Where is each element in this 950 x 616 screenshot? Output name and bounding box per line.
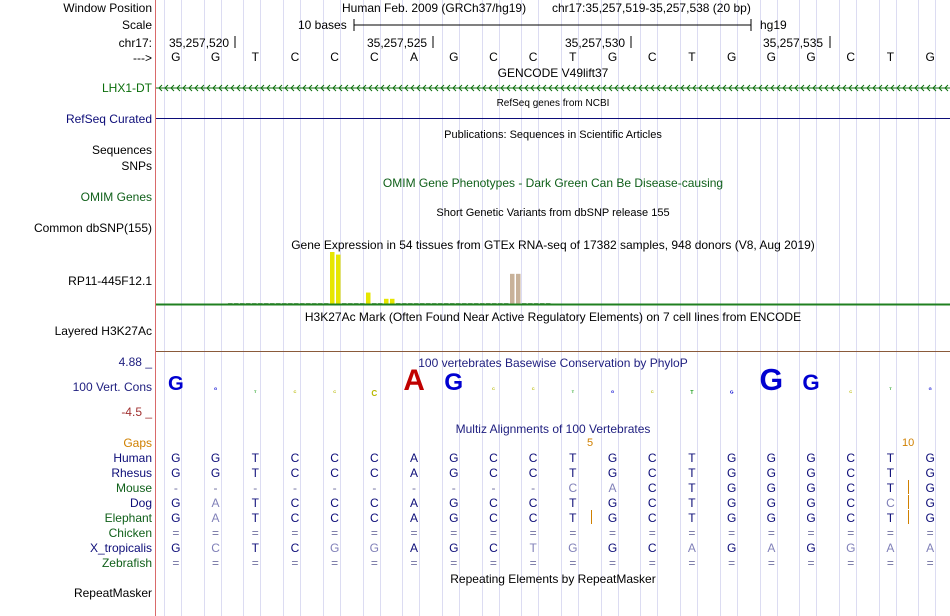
alignment-base: G: [171, 541, 181, 555]
alignment-base: G: [449, 466, 459, 480]
alignment-base: C: [846, 451, 856, 465]
track-label-lhx1-dt[interactable]: LHX1-DT: [101, 81, 152, 95]
alignment-base: G: [329, 541, 340, 555]
alignment-base: C: [846, 511, 856, 525]
alignment-base: G: [726, 481, 737, 495]
alignment-base: =: [291, 556, 299, 570]
alignment-base: A: [410, 496, 419, 510]
alignment-base: =: [847, 526, 855, 540]
sequence-base: T: [886, 50, 895, 64]
alignment-base: G: [449, 541, 459, 555]
sequence-base: G: [171, 50, 181, 64]
alignment-base: C: [290, 541, 300, 555]
alignment-base: =: [450, 556, 458, 570]
alignment-base: =: [767, 526, 775, 540]
alignment-base: =: [886, 526, 894, 540]
alignment-base: A: [211, 511, 220, 525]
alignment-base: -: [253, 481, 258, 495]
species-label[interactable]: Rhesus: [111, 466, 152, 480]
gtex-tissue-bar: [330, 252, 335, 304]
alignment-base: -: [491, 481, 496, 495]
alignment-base: T: [251, 451, 259, 465]
sequence-base: G: [210, 50, 221, 64]
coord-tick: 35,257,535: [763, 36, 824, 50]
alignment-base: C: [846, 481, 856, 495]
sequence-base: C: [330, 50, 339, 64]
conservation-letter: T: [690, 390, 694, 397]
alignment-base: C: [290, 466, 300, 480]
alignment-base: =: [529, 526, 537, 540]
alignment-base: =: [212, 526, 220, 540]
alignment-base: C: [647, 496, 657, 510]
alignment-base: T: [251, 541, 259, 555]
sequence-base: C: [647, 50, 657, 64]
alignment-base: =: [291, 526, 299, 540]
conservation-letter: A: [403, 366, 425, 397]
gap-markers: [156, 470, 950, 530]
alignment-base: =: [529, 556, 537, 570]
alignment-base: A: [886, 541, 895, 555]
track-label-100-vert-cons[interactable]: 100 Vert. Cons: [72, 380, 152, 394]
track-label-h3k27ac[interactable]: Layered H3K27Ac: [54, 324, 152, 338]
alignment-base: C: [647, 466, 657, 480]
sequence-base: C: [370, 50, 379, 64]
alignment-base: C: [489, 541, 498, 555]
alignment-base: =: [767, 556, 775, 570]
alignment-base: T: [688, 466, 696, 480]
gaps-label: Gaps: [123, 436, 152, 450]
alignment-base: T: [569, 496, 577, 510]
alignment-base: T: [886, 481, 895, 495]
alignment-base: =: [410, 556, 418, 570]
alignment-base: G: [925, 511, 935, 525]
alignment-base: A: [767, 541, 776, 555]
conservation-letter: C: [293, 389, 297, 394]
alignment-base: C: [290, 451, 300, 465]
alignment-base: G: [171, 466, 181, 480]
alignment-base: =: [807, 526, 815, 540]
alignment-base: T: [688, 496, 696, 510]
conservation-letter: C: [492, 386, 495, 391]
gtex-tissue-bar: [384, 299, 389, 304]
alignment-base: -: [213, 481, 218, 495]
alignment-base: G: [171, 511, 181, 525]
alignment-base: G: [806, 496, 816, 510]
sequence-base: G: [806, 50, 816, 64]
alignment-base: G: [607, 541, 618, 555]
track-label-repeatmasker[interactable]: RepeatMasker: [73, 586, 152, 600]
sequence-base: C: [290, 50, 300, 64]
position-readout: chr17:35,257,519-35,257,538 (20 bp): [552, 1, 751, 15]
track-title-publications: Publications: Sequences in Scientific Articles: [444, 129, 662, 141]
alignment-base: C: [568, 481, 578, 495]
conservation-letter: G: [167, 373, 184, 395]
gtex-expression-chart[interactable]: [156, 252, 950, 307]
alignment-base: A: [926, 541, 935, 555]
coord-tick: 35,257,530: [565, 36, 626, 50]
alignment-base: A: [410, 466, 419, 480]
track-label-common-dbsnp[interactable]: Common dbSNP(155): [33, 221, 152, 235]
sequence-base: G: [726, 50, 737, 64]
alignment-base: G: [766, 496, 777, 510]
coord-tick: 35,257,520: [169, 36, 230, 50]
alignment-base: =: [688, 556, 696, 570]
alignment-base: G: [925, 451, 935, 465]
alignment-base: G: [806, 451, 816, 465]
alignment-base: G: [449, 451, 459, 465]
alignment-base: G: [925, 466, 935, 480]
conservation-letter: T: [571, 389, 575, 395]
alignment-base: C: [846, 466, 856, 480]
alignment-base: G: [726, 451, 737, 465]
sequence-base: G: [766, 50, 777, 64]
alignment-base: =: [926, 556, 934, 570]
gap-tick-10: 10: [902, 437, 915, 449]
alignment-base: =: [172, 526, 180, 540]
gtex-tissue-bar: [516, 274, 521, 304]
alignment-base: =: [410, 526, 418, 540]
alignment-base: =: [807, 556, 815, 570]
alignment-base: C: [647, 541, 657, 555]
refseq-line[interactable]: [156, 117, 950, 121]
track-labels-sidebar: [0, 0, 155, 616]
track-title-h3k27ac: H3K27Ac Mark (Often Found Near Active Regulatory Elements) on 7 cell lines from ENCODE: [304, 310, 802, 324]
alignment-base: -: [173, 481, 178, 495]
alignment-base: G: [806, 466, 816, 480]
alignment-base: G: [607, 496, 618, 510]
alignment-base: G: [766, 481, 777, 495]
alignment-base: T: [688, 451, 696, 465]
alignment-base: -: [451, 481, 456, 495]
chrom-label: chr17:: [118, 36, 152, 50]
alignment-base: C: [528, 466, 538, 480]
track-title-multiz: Multiz Alignments of 100 Vertebrates: [455, 422, 651, 436]
alignment-base: G: [726, 541, 737, 555]
sequence-base: C: [846, 50, 856, 64]
conservation-letter: T: [254, 389, 257, 394]
alignment-base: C: [370, 466, 379, 480]
track-label-gtex-gene[interactable]: RP11-445F12.1: [68, 274, 152, 288]
alignment-base: G: [726, 511, 737, 525]
species-label[interactable]: Elephant: [104, 511, 152, 525]
db-label: hg19: [760, 18, 787, 32]
track-title-omim: OMIM Gene Phenotypes - Dark Green Can Be Disease-causing: [382, 176, 724, 190]
alignment-base: A: [410, 511, 419, 525]
alignment-base: =: [172, 556, 180, 570]
track-label-omim[interactable]: OMIM Genes: [80, 190, 152, 204]
alignment-base: -: [531, 481, 536, 495]
conservation-letter: G: [213, 386, 218, 391]
sequence-base: G: [607, 50, 618, 64]
alignment-base: G: [607, 451, 618, 465]
alignment-base: C: [370, 511, 379, 525]
conservation-letter: G: [610, 389, 615, 394]
alignment-base: T: [251, 496, 259, 510]
alignment-base: =: [331, 556, 339, 570]
cons-axis-max: 4.88 _: [118, 355, 152, 369]
alignment-base: =: [926, 526, 934, 540]
alignment-base: G: [171, 451, 181, 465]
species-label[interactable]: X_tropicalis: [89, 541, 152, 555]
alignment-base: T: [529, 541, 537, 555]
alignment-base: T: [251, 511, 259, 525]
alignment-base: C: [330, 466, 339, 480]
alignment-base: =: [728, 556, 736, 570]
alignment-base: =: [489, 556, 497, 570]
scale-label: Scale: [121, 18, 152, 32]
alignment-base: =: [609, 556, 617, 570]
strand-arrow-label: --->: [133, 51, 152, 65]
alignment-base: =: [648, 526, 656, 540]
alignment-base: C: [528, 496, 538, 510]
alignment-base: G: [766, 511, 777, 525]
alignment-base: -: [412, 481, 417, 495]
conservation-letter: T: [889, 386, 892, 391]
alignment-base: =: [847, 556, 855, 570]
alignment-base: T: [886, 511, 895, 525]
track-label-sequences[interactable]: Sequences: [91, 143, 152, 157]
alignment-base: =: [370, 556, 378, 570]
alignment-base: T: [688, 511, 696, 525]
alignment-base: G: [806, 511, 816, 525]
sequence-base: A: [410, 50, 419, 64]
alignment-base: C: [370, 496, 379, 510]
gtex-tissue-bar: [366, 293, 371, 304]
alignment-base: T: [251, 466, 259, 480]
alignment-base: C: [489, 451, 498, 465]
alignment-base: =: [609, 526, 617, 540]
coord-tick: 35,257,525: [367, 36, 428, 50]
species-label[interactable]: Zebrafish: [101, 556, 152, 570]
alignment-base: T: [688, 481, 696, 495]
alignment-base: C: [528, 511, 538, 525]
alignment-base: G: [846, 541, 856, 555]
track-label-refseq[interactable]: RefSeq Curated: [65, 112, 152, 126]
gtex-tissue-bar: [510, 274, 515, 304]
scale-text: 10 bases: [298, 18, 347, 32]
alignment-base: A: [410, 451, 419, 465]
alignment-base: G: [449, 496, 459, 510]
alignment-base: =: [688, 526, 696, 540]
alignment-base: =: [370, 526, 378, 540]
species-label[interactable]: Dog: [129, 496, 152, 510]
alignment-base: G: [925, 481, 935, 495]
browser-image[interactable]: [156, 0, 950, 616]
alignment-base: -: [292, 481, 297, 495]
alignment-base: C: [647, 451, 657, 465]
track-title-dbsnp: Short Genetic Variants from dbSNP release 155: [436, 207, 670, 219]
alignment-base: G: [726, 496, 737, 510]
alignment-base: T: [886, 451, 895, 465]
conservation-letter: C: [650, 389, 654, 395]
conservation-letter: G: [729, 390, 734, 396]
alignment-base: C: [647, 511, 657, 525]
track-title-gtex: Gene Expression in 54 tissues from GTEx RNA-seq of 17382 samples, 948 donors (V8, Aug 2019): [291, 238, 815, 252]
conservation-letter: G: [444, 369, 464, 396]
alignment-base: G: [369, 541, 380, 555]
alignment-base: =: [251, 556, 259, 570]
cons-axis-min: -4.5 _: [121, 405, 152, 419]
alignment-base: G: [171, 496, 181, 510]
sequence-base: T: [569, 50, 577, 64]
alignment-base: C: [886, 496, 895, 510]
alignment-base: T: [569, 511, 577, 525]
alignment-base: C: [330, 511, 339, 525]
track-title-refseq: RefSeq genes from NCBI: [496, 98, 610, 109]
track-label-snps[interactable]: SNPs: [121, 159, 152, 173]
track-title-gencode: GENCODE V49lift37: [497, 66, 609, 80]
alignment-base: C: [211, 541, 220, 555]
sequence-base: G: [925, 50, 935, 64]
alignment-base: =: [450, 526, 458, 540]
window-position-label: Window Position: [63, 1, 152, 15]
species-label[interactable]: Chicken: [108, 526, 152, 540]
alignment-base: G: [568, 541, 578, 555]
gtex-tissue-bar: [336, 255, 341, 304]
alignment-base: C: [330, 496, 339, 510]
alignment-base: T: [569, 466, 577, 480]
alignment-base: =: [886, 556, 894, 570]
sequence-base: G: [449, 50, 459, 64]
h3k27ac-baseline: [156, 350, 950, 354]
alignment-base: C: [489, 511, 498, 525]
alignment-base: A: [608, 481, 617, 495]
sequence-base: T: [688, 50, 696, 64]
gap-tick-5: 5: [587, 437, 594, 449]
alignment-base: A: [410, 541, 419, 555]
sequence-base: C: [528, 50, 538, 64]
alignment-base: G: [766, 466, 777, 480]
conservation-letter: G: [928, 386, 932, 391]
conservation-letter: C: [371, 389, 378, 399]
alignment-base: =: [331, 526, 339, 540]
gtex-tissue-bar: [390, 299, 395, 304]
alignment-base: =: [648, 556, 656, 570]
alignment-base: C: [489, 466, 498, 480]
alignment-base: =: [728, 526, 736, 540]
alignment-base: G: [449, 511, 459, 525]
alignment-base: T: [569, 451, 577, 465]
gencode-gene-lhx1-dt[interactable]: [156, 82, 950, 94]
alignment-base: G: [607, 511, 618, 525]
conservation-letter: C: [849, 389, 853, 394]
sequence-base: T: [251, 50, 259, 64]
alignment-base: C: [290, 496, 300, 510]
track-title-phylop: 100 vertebrates Basewise Conservation by PhyloP: [418, 356, 688, 370]
alignment-base: C: [647, 481, 657, 495]
alignment-base: C: [846, 496, 856, 510]
alignment-base: G: [726, 466, 737, 480]
species-label[interactable]: Human: [113, 451, 152, 465]
alignment-base: G: [607, 466, 618, 480]
alignment-base: G: [925, 496, 935, 510]
alignment-base: C: [370, 451, 379, 465]
alignment-base: G: [766, 451, 777, 465]
sequence-base: C: [489, 50, 498, 64]
conservation-letter: C: [333, 389, 337, 394]
alignment-base: G: [210, 466, 221, 480]
alignment-base: =: [251, 526, 259, 540]
alignment-base: =: [212, 556, 220, 570]
alignment-base: C: [290, 511, 300, 525]
species-label[interactable]: Mouse: [115, 481, 152, 495]
alignment-base: G: [210, 451, 221, 465]
alignment-base: C: [528, 451, 538, 465]
alignment-base: T: [886, 466, 895, 480]
assembly-title: Human Feb. 2009 (GRCh37/hg19): [342, 1, 527, 15]
alignment-base: =: [489, 526, 497, 540]
alignment-base: =: [569, 526, 577, 540]
alignment-base: C: [489, 496, 498, 510]
alignment-base: A: [211, 496, 220, 510]
alignment-base: G: [806, 541, 816, 555]
alignment-base: -: [332, 481, 337, 495]
track-title-repeatmasker: Repeating Elements by RepeatMasker: [450, 572, 656, 586]
alignment-base: G: [806, 481, 816, 495]
conservation-letter: C: [531, 386, 535, 391]
alignment-base: A: [687, 541, 696, 555]
alignment-base: C: [330, 451, 339, 465]
alignment-base: =: [569, 556, 577, 570]
conservation-letter: G: [759, 366, 784, 397]
conservation-letter: G: [802, 370, 820, 395]
phylop-conservation-logo[interactable]: [156, 366, 950, 412]
alignment-base: -: [372, 481, 377, 495]
